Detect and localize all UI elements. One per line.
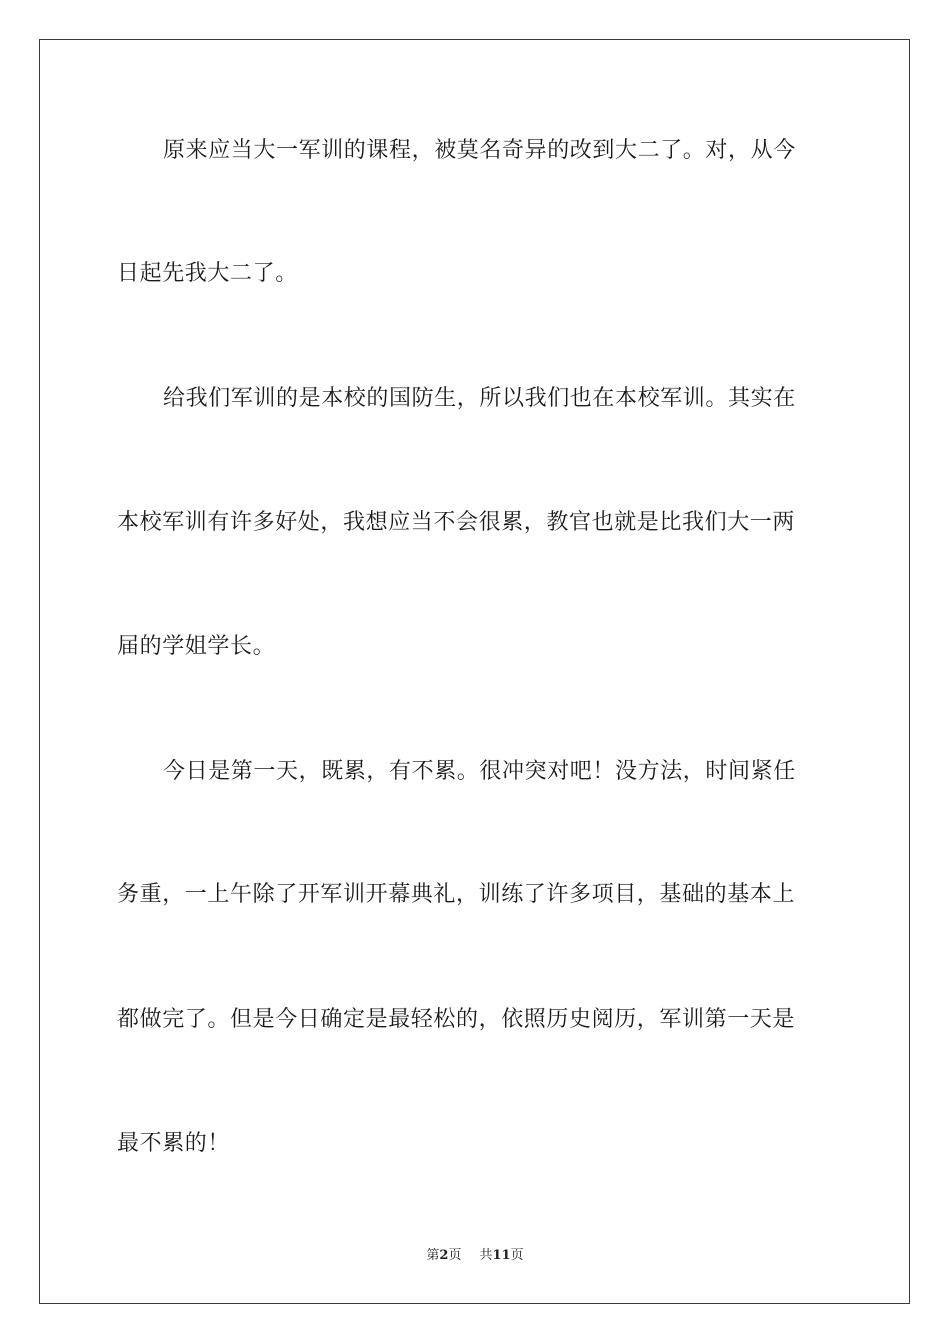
total-pages-indicator [479,1248,523,1263]
paragraph-3-line-1: 今日是第一天，既累，有不累。很冲突对吧！没方法，时间紧任 [163,759,796,784]
paragraph-3-line-3: 都做完了。但是今日确定是最轻松的，依照历史阅历，军训第一天是 [117,1007,796,1032]
total-suffix: 页 [510,1248,524,1263]
page-indicator [426,1248,461,1263]
page-prefix: 第 [426,1248,440,1263]
total-prefix: 共 [479,1248,493,1263]
page-border [39,39,910,1304]
paragraph-1-line-1: 原来应当大一军训的课程，被莫名奇异的改到大二了。对，从今 [163,138,796,163]
paragraph-2-line-3: 届的学姐学长。 [117,634,276,659]
paragraph-3-line-2: 务重，一上午除了开军训开幕典礼，训练了许多项目，基础的基本上 [117,882,796,907]
total-pages: 11 [492,1248,511,1263]
paragraph-1-line-2: 日起先我大二了。 [117,261,298,286]
paragraph-3-line-4: 最不累的！ [117,1131,231,1156]
page-suffix: 页 [448,1248,462,1263]
page-number: 2 [439,1248,449,1263]
page-footer [0,1247,950,1265]
paragraph-2-line-1: 给我们军训的是本校的国防生，所以我们也在本校军训。其实在 [163,386,796,411]
paragraph-2-line-2: 本校军训有许多好处，我想应当不会很累，教官也就是比我们大一两 [117,510,796,535]
